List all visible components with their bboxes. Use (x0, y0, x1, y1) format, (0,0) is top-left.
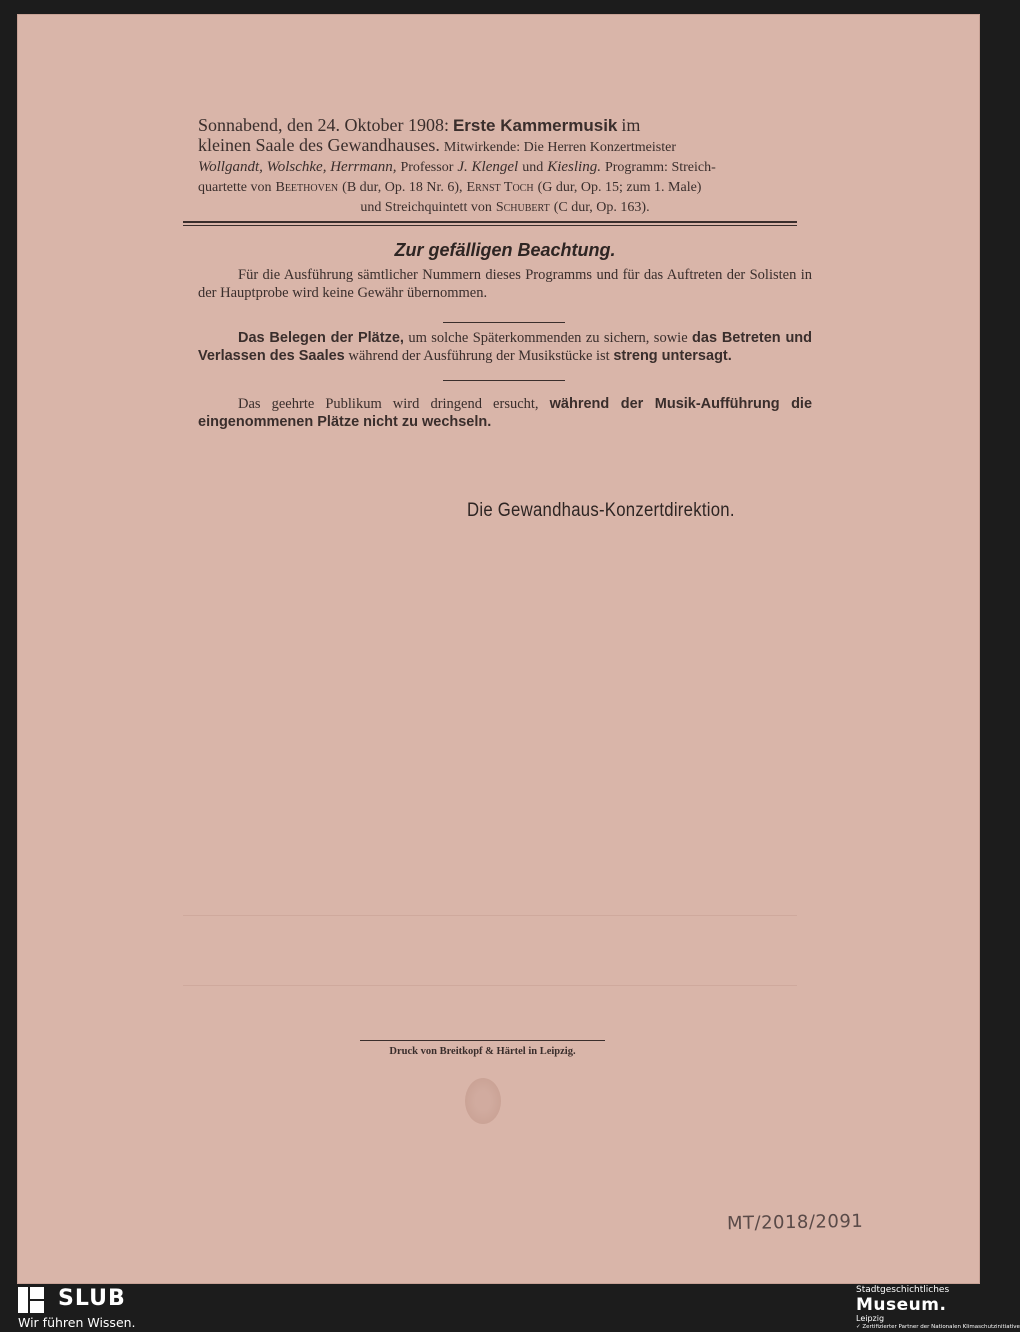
work-detail: (C dur, Op. 163). (553, 200, 650, 215)
composer-name: Schubert (495, 200, 550, 215)
work-detail: (B dur, Op. 18 Nr. 6), (342, 180, 463, 195)
notice-emphasis: das Betreten und Verlassen des Saales (198, 330, 813, 364)
notice-paragraph-3 (198, 395, 812, 431)
announcement-text: im (621, 115, 641, 135)
museum-city: Leipzig (856, 1314, 885, 1323)
announcement-performers-label: Mitwirkende: Die Herren Konzertmeister (443, 140, 677, 155)
notice-paragraph-2 (198, 329, 812, 365)
slub-name: SLUB (58, 1286, 126, 1311)
signature-line: Die Gewandhaus-Konzertdirektion. (467, 500, 735, 521)
inventory-number: MT/2018/2091 (726, 1210, 864, 1235)
notice-paragraph-1: Für die Ausführung sämtlicher Nummern dieses Programms und für das Auftreten der Solisten in der Hauptprobe wird keine Gewähr übernommen. (198, 267, 812, 301)
museum-line-1: Stadtgeschichtliches (856, 1285, 950, 1295)
notice-emphasis: streng untersagt. (613, 348, 732, 364)
performer-name: Kiesling. (547, 159, 601, 175)
faint-divider (183, 915, 797, 916)
announcement-title: Erste Kammermusik (452, 116, 618, 135)
announcement-text: und Streichquintett von (360, 200, 492, 215)
slub-text-block (58, 1286, 126, 1312)
slub-tagline: Wir führen Wissen. (18, 1315, 136, 1330)
museum-branding[interactable] (856, 1285, 1020, 1331)
notice-emphasis: während der Musik-Aufführung die eingenommenen Plätze nicht zu wechseln. (198, 396, 813, 430)
composer-name: Ernst Toch (466, 180, 534, 195)
embossed-stamp (465, 1078, 501, 1124)
announcement-venue: kleinen Saale des Gewandhauses. (198, 135, 440, 155)
work-detail: (G dur, Op. 15; zum 1. Male) (537, 180, 702, 195)
slub-branding[interactable] (18, 1286, 136, 1331)
notice-heading: Zur gefälligen Beachtung. (394, 240, 616, 260)
performer-names: Wollgandt, Wolschke, Herrmann, (198, 159, 397, 175)
museum-name: Museum. (856, 1295, 947, 1315)
printer-imprint: Druck von Breitkopf & Härtel in Leipzig. (389, 1046, 576, 1057)
short-divider (443, 322, 565, 323)
notice-text: Das geehrte Publikum wird dringend ersucht, (238, 396, 539, 412)
slub-logo-icon (18, 1287, 44, 1313)
notice-text: um solche Späterkommenden zu sichern, sowie (408, 330, 688, 346)
announcement-date: Sonnabend, den 24. Oktober 1908: (198, 115, 449, 135)
museum-partner-note: ✓ Zertifizierter Partner der Nationalen Klimaschutzinitiative (856, 1324, 1020, 1330)
performer-name: J. Klengel (457, 159, 519, 175)
notice-text: während der Ausführung der Musikstücke ist (348, 348, 610, 364)
announcement-text: Professor (400, 160, 454, 175)
notice-emphasis: Das Belegen der Plätze, (238, 330, 404, 346)
announcement-last-line (198, 197, 812, 217)
printer-divider (360, 1040, 605, 1041)
double-divider (183, 221, 797, 226)
composer-name: Beethoven (275, 180, 339, 195)
concert-announcement (198, 116, 812, 217)
programme-label: Programm: Streich- (604, 160, 716, 175)
short-divider (443, 380, 565, 381)
faint-divider (183, 985, 797, 986)
announcement-text: quartette von (198, 180, 272, 195)
announcement-text: und (522, 160, 544, 175)
